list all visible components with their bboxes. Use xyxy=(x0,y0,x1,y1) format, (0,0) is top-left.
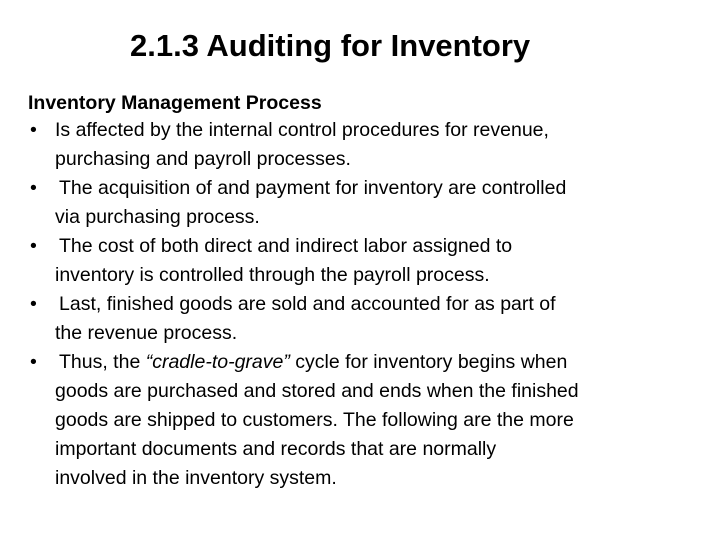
bullet-text-line xyxy=(55,348,716,377)
bullet-text-segment: Thus, the xyxy=(59,351,146,373)
bullet-text-line: via purchasing process. xyxy=(55,206,260,228)
bullet-item-cradle-to-grave xyxy=(28,348,716,493)
bullet-item-finished-goods xyxy=(28,290,716,348)
bullet-icon: • xyxy=(30,351,37,373)
bullet-text-line: the revenue process. xyxy=(55,322,238,344)
bullet-list xyxy=(28,116,716,493)
bullet-icon: • xyxy=(30,119,37,141)
bullet-text-line: involved in the inventory system. xyxy=(55,467,337,489)
bullet-item-labor-cost xyxy=(28,232,716,290)
bullet-text-line: Last, finished goods are sold and accounted for as part of xyxy=(59,293,556,315)
bullet-text-line: goods are purchased and stored and ends when the finished xyxy=(55,380,579,402)
cradle-to-grave-emphasis: “cradle-to-grave” xyxy=(145,351,290,373)
bullet-text-line: The acquisition of and payment for inventory are controlled xyxy=(59,177,567,199)
bullet-icon: • xyxy=(30,235,37,257)
bullet-text-line: Is affected by the internal control procedures for revenue, xyxy=(55,119,549,141)
bullet-text-line: important documents and records that are normally xyxy=(55,438,497,460)
bullet-icon: • xyxy=(30,293,37,315)
bullet-text-line: The cost of both direct and indirect labor assigned to xyxy=(59,235,513,257)
bullet-icon: • xyxy=(30,177,37,199)
bullet-item-internal-control xyxy=(28,116,716,174)
bullet-text-line: inventory is controlled through the payroll process. xyxy=(55,264,490,286)
slide-title: 2.1.3 Auditing for Inventory xyxy=(130,28,531,63)
bullet-item-acquisition xyxy=(28,174,716,232)
section-heading: Inventory Management Process xyxy=(28,92,322,114)
bullet-text-line: purchasing and payroll processes. xyxy=(55,148,351,170)
bullet-text-line: goods are shipped to customers. The following are the more xyxy=(55,409,574,431)
bullet-text-segment: cycle for inventory begins when xyxy=(289,351,568,373)
